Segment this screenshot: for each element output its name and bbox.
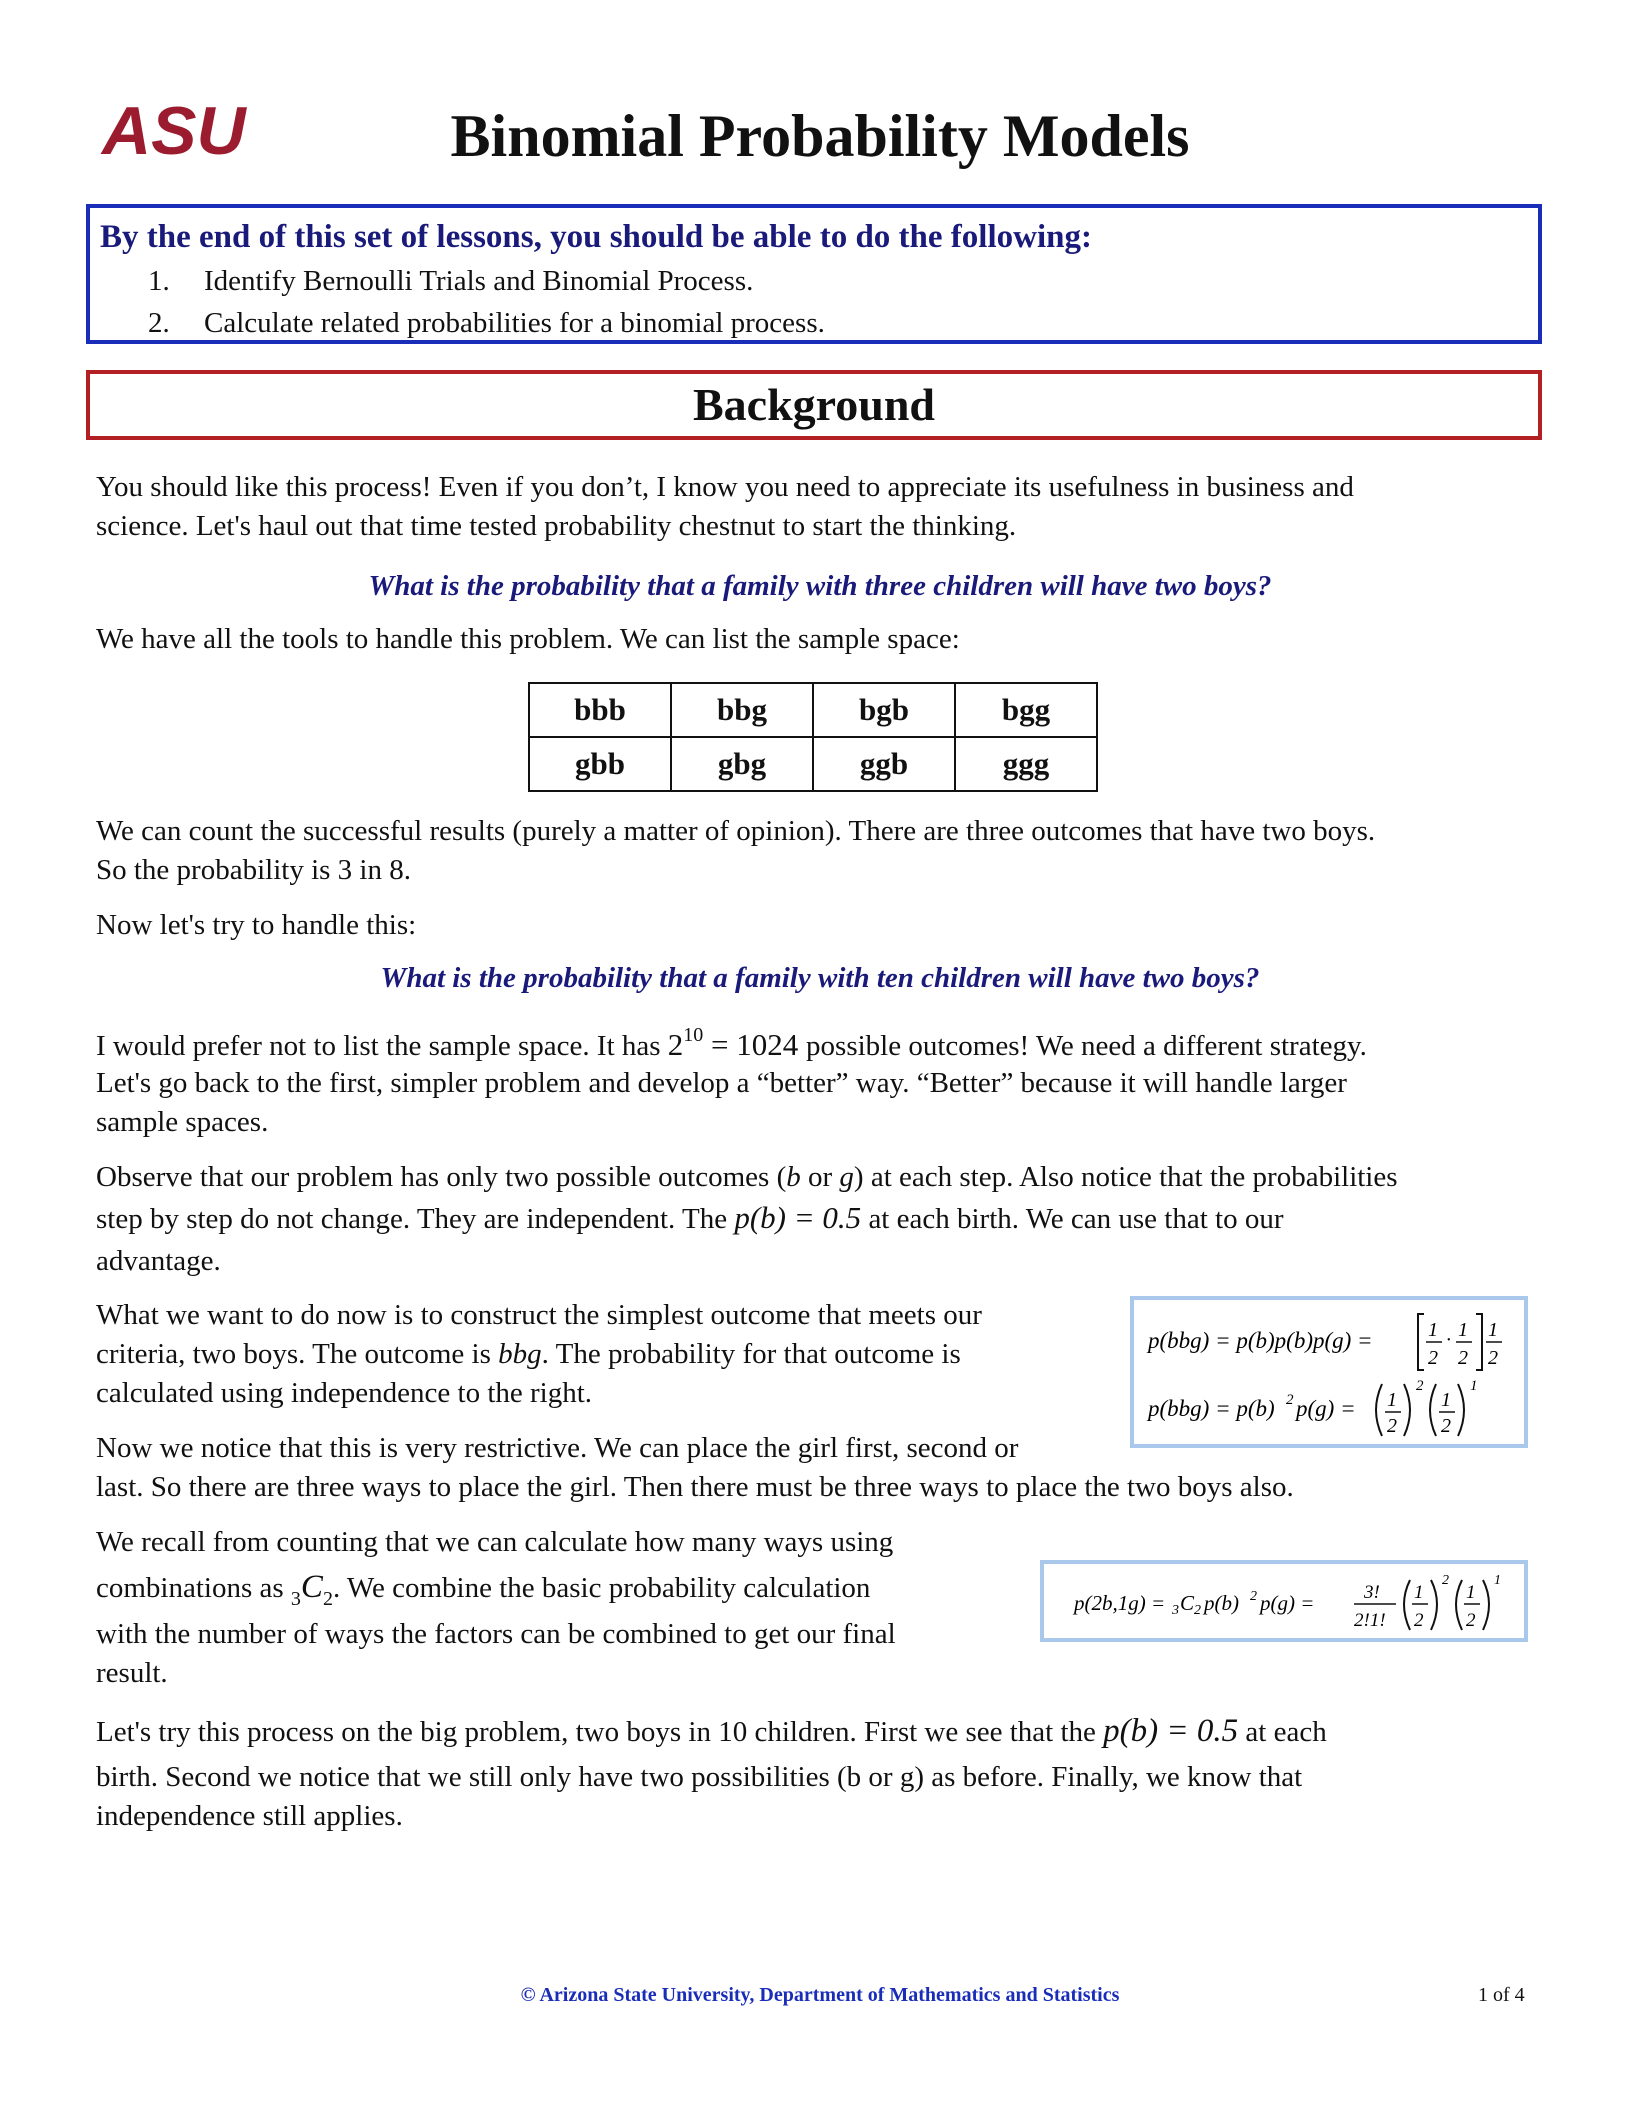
formula-subscript: 2 bbox=[1194, 1603, 1201, 1618]
text-run: Observe that our problem has only two possible outcomes ( bbox=[96, 1161, 787, 1193]
text-run: or bbox=[800, 1161, 840, 1193]
sample-space-table bbox=[528, 682, 1098, 792]
table-cell: bgb bbox=[813, 683, 955, 737]
paragraph-line bbox=[96, 1158, 1398, 1197]
objective-item bbox=[100, 260, 1538, 302]
fraction-numerator: 1 bbox=[1441, 1389, 1451, 1411]
formula-text: p(bbg) = p(b) bbox=[1148, 1396, 1275, 1421]
fraction-denominator: 2 bbox=[1488, 1347, 1498, 1369]
table-cell: bgg bbox=[955, 683, 1097, 737]
objective-text: Identify Bernoulli Trials and Binomial Process. bbox=[204, 265, 754, 297]
question-2: What is the probability that a family with ten children will have two boys? bbox=[380, 962, 1260, 994]
bracket-right bbox=[1476, 1314, 1482, 1370]
fraction-denominator: 2 bbox=[1387, 1415, 1397, 1437]
objectives-heading: By the end of this set of lessons, you should be able to do the following: bbox=[100, 219, 1092, 255]
text-run: Let's try this process on the big problem, two boys in 10 children. First we see that the bbox=[96, 1716, 1104, 1748]
fraction-numerator: 1 bbox=[1387, 1389, 1397, 1411]
table-cell: bbb bbox=[529, 683, 671, 737]
footer-copyright: © Arizona State University, Department of Mathematics and Statistics bbox=[520, 1984, 1120, 2006]
paragraph-line: with the number of ways the factors can be combined to get our final bbox=[96, 1618, 896, 1650]
paragraph-line bbox=[96, 1712, 1327, 1752]
table-row bbox=[529, 683, 1097, 737]
paragraph-line: You should like this process! Even if you don’t, I know you need to appreciate its usefulness in business and bbox=[96, 471, 1354, 503]
table-cell: gbg bbox=[671, 737, 813, 791]
formula-exponent: 2 bbox=[1416, 1378, 1424, 1394]
text-run: at each bbox=[1238, 1716, 1327, 1748]
paragraph-line: sample spaces. bbox=[96, 1106, 269, 1138]
paragraph-line: We recall from counting that we can calculate how many ways using bbox=[96, 1526, 894, 1558]
text-run: criteria, two boys. The outcome is bbox=[96, 1338, 499, 1370]
fraction-numerator: 1 bbox=[1414, 1582, 1424, 1603]
section-heading: Background bbox=[692, 379, 936, 430]
paragraph-line: result. bbox=[96, 1657, 168, 1689]
formula-text: p(g) = bbox=[1260, 1591, 1315, 1615]
formula-exponent: 2 bbox=[1286, 1392, 1294, 1408]
formula-exponent: 2 bbox=[1442, 1573, 1449, 1588]
svg-text:3: 3 bbox=[1172, 1603, 1179, 1618]
paragraph-line: We can count the successful results (purely a matter of opinion). There are three outcomes that have two boys. bbox=[96, 815, 1376, 847]
math-subscript: 3 bbox=[290, 1588, 301, 1610]
text-run: at each birth. We can use that to our bbox=[861, 1203, 1284, 1235]
fraction-denominator: 2 bbox=[1428, 1347, 1438, 1369]
objective-item bbox=[100, 302, 1538, 344]
math-variable: bbg bbox=[498, 1338, 542, 1370]
formula-text: p(bbg) = p(b)p(b)p(g) = bbox=[1148, 1328, 1373, 1353]
paragraph-line bbox=[96, 1335, 961, 1374]
formula-box-combination bbox=[1040, 1560, 1528, 1642]
paragraph-line: What we want to do now is to construct the simplest outcome that meets our bbox=[96, 1299, 982, 1331]
paragraph-line: last. So there are three ways to place the girl. Then there must be three ways to place the two boys also. bbox=[96, 1471, 1294, 1503]
objective-text: Calculate related probabilities for a binomial process. bbox=[204, 307, 825, 339]
paragraph-line: independence still applies. bbox=[96, 1800, 403, 1832]
fraction-numerator: 3! bbox=[1364, 1582, 1380, 1603]
paragraph-line: birth. Second we notice that we still only have two possibilities (b or g) as before. Finally, we know that bbox=[96, 1761, 1303, 1793]
text-run: . The probability for that outcome is bbox=[541, 1338, 961, 1370]
objective-number: 1. bbox=[148, 265, 170, 297]
text-run: . We combine the basic probability calculation bbox=[332, 1572, 871, 1604]
fraction-numerator: 1 bbox=[1466, 1582, 1476, 1603]
fraction-denominator: 2!1! bbox=[1354, 1610, 1386, 1631]
formula-exponent: 2 bbox=[1250, 1589, 1257, 1604]
formula-text: p(b) bbox=[1204, 1591, 1239, 1615]
paragraph-line bbox=[96, 1025, 1367, 1069]
formula-text: p(2b,1g) = bbox=[1074, 1591, 1166, 1615]
paragraph-line: So the probability is 3 in 8. bbox=[96, 854, 411, 886]
table-cell: bbg bbox=[671, 683, 813, 737]
paragraph-line: Now let's try to handle this: bbox=[96, 909, 417, 941]
paragraph-line bbox=[96, 1568, 870, 1611]
paragraph-line: science. Let's haul out that time tested probability chestnut to start the thinking. bbox=[96, 510, 1017, 542]
paragraph-line bbox=[96, 1198, 1284, 1239]
math-variable: C bbox=[300, 1569, 323, 1605]
page-title: Binomial Probability Models bbox=[450, 103, 1190, 169]
background-section-box bbox=[86, 370, 1542, 440]
fraction-denominator: 2 bbox=[1466, 1610, 1476, 1631]
paragraph-line: calculated using independence to the right. bbox=[96, 1377, 593, 1409]
fraction-numerator: 1 bbox=[1488, 1319, 1498, 1341]
math-exponent: 10 bbox=[683, 1024, 704, 1046]
formula-graphic bbox=[1044, 1564, 1524, 1638]
table-cell: gbb bbox=[529, 737, 671, 791]
formula-text: C bbox=[1180, 1591, 1195, 1615]
fraction-numerator: 1 bbox=[1458, 1319, 1468, 1341]
math-variable: g bbox=[839, 1161, 854, 1193]
text-run: ) at each step. Also notice that the probabilities bbox=[853, 1161, 1398, 1193]
math-equation: = 1024 bbox=[703, 1027, 807, 1062]
bracket-left bbox=[1418, 1314, 1424, 1370]
table-cell: ggb bbox=[813, 737, 955, 791]
math-base: 2 bbox=[667, 1027, 684, 1062]
paragraph-line: Let's go back to the first, simpler problem and develop a “better” way. “Better” because it will handle larger bbox=[96, 1067, 1347, 1099]
objective-number: 2. bbox=[148, 307, 170, 339]
formula-text: p(g) = bbox=[1296, 1396, 1356, 1421]
table-cell: ggg bbox=[955, 737, 1097, 791]
text-run: possible outcomes! We need a different strategy. bbox=[806, 1030, 1367, 1062]
paragraph-line: We have all the tools to handle this problem. We can list the sample space: bbox=[96, 623, 960, 655]
fraction-numerator: 1 bbox=[1428, 1319, 1438, 1341]
logo-text: ASU bbox=[102, 93, 246, 169]
text-run: step by step do not change. They are independent. The bbox=[96, 1203, 735, 1235]
math-inline: p(b) = 0.5 bbox=[734, 1200, 862, 1235]
math-subscript: 2 bbox=[322, 1588, 333, 1610]
fraction-denominator: 2 bbox=[1458, 1347, 1468, 1369]
text-run: combinations as bbox=[96, 1572, 291, 1604]
objectives-list bbox=[100, 260, 1538, 344]
paragraph-line: advantage. bbox=[96, 1245, 221, 1277]
math-inline: p(b) = 0.5 bbox=[1103, 1713, 1239, 1749]
objectives-box bbox=[86, 204, 1542, 344]
paragraph-line: Now we notice that this is very restrictive. We can place the girl first, second or bbox=[96, 1432, 1019, 1464]
svg-text:·: · bbox=[1446, 1329, 1451, 1351]
text-run: I would prefer not to list the sample space. It has bbox=[96, 1030, 668, 1062]
formula-exponent: 1 bbox=[1470, 1378, 1478, 1394]
math-variable: b bbox=[786, 1161, 801, 1193]
question-1: What is the probability that a family with three children will have two boys? bbox=[368, 570, 1272, 602]
fraction-denominator: 2 bbox=[1414, 1610, 1424, 1631]
page-number: 1 of 4 bbox=[1478, 1984, 1525, 2006]
formula-exponent: 1 bbox=[1494, 1573, 1501, 1588]
formula-box-independence bbox=[1130, 1296, 1528, 1448]
formula-graphic bbox=[1134, 1300, 1524, 1444]
fraction-denominator: 2 bbox=[1441, 1415, 1451, 1437]
table-row bbox=[529, 737, 1097, 791]
